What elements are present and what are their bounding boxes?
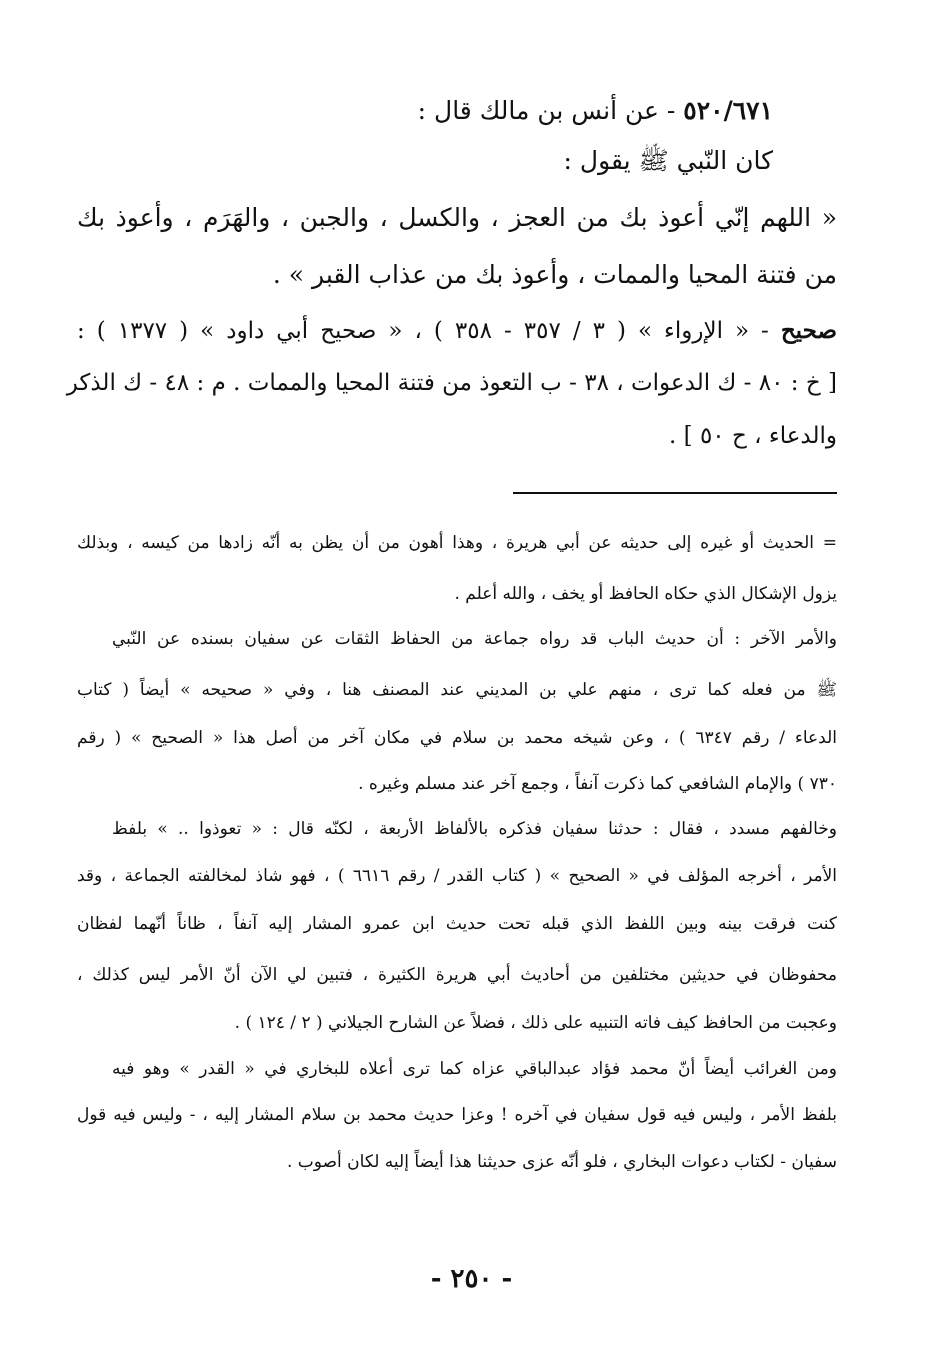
hadith-header <box>418 96 773 125</box>
footnote-line: سفيان - لكتاب دعوات البخاري ، فلو أنّه عزى حديثنا هذا أيضاً إليه لكان أصوب . <box>287 1152 837 1172</box>
hadith-header-text: - عن أنس بن مالك قال : <box>417 96 684 125</box>
grade-sources: - « الإرواء » ( ٣ / ٣٥٧ - ٣٥٨ ) ، « صحيح أبي داود » ( ١٣٧٧ ) : <box>77 318 781 344</box>
footnote-line: وعجبت من الحافظ كيف فاته التنبيه على ذلك ، فضلاً عن الشارح الجيلاني ( ٢ / ١٢٤ ) . <box>234 1013 837 1033</box>
footnote-line: ﷺ من فعله كما ترى ، منهم علي بن المديني عند المصنف هنا ، وفي « صحيحه » أيضاً ( كتاب <box>77 680 837 700</box>
takhrij-line-1: [ خ : ٨٠ - ك الدعوات ، ٣٨ - ب التعوذ من فتنة المحيا والممات . م : ٤٨ - ك الذكر <box>66 370 837 396</box>
footnote-separator <box>513 492 837 494</box>
footnote-line: والأمر الآخر : أن حديث الباب قد رواه جماعة من الحفاظ الثقات عن سفيان بسنده عن النّبي <box>112 629 837 649</box>
footnote-line: محفوظان في حديثين مختلفين من أحاديث أبي هريرة الكثيرة ، فتبين لي الآن أنّ الأمر ليس كذلك ، <box>77 965 837 985</box>
takhrij-line-2: والدعاء ، ح ٥٠ ] . <box>669 423 837 449</box>
hadith-line-3: « اللهم إنّي أعوذ بك من العجز ، والكسل ، والجبن ، والهَرَم ، وأعوذ بك <box>77 203 837 232</box>
footnote-line: ٧٣٠ ) والإمام الشافعي كما ذكرت آنفاً ، وجمع آخر عند مسلم وغيره . <box>358 774 837 794</box>
footnote-line: بلفظ الأمر ، وليس فيه قول سفيان في آخره ! وعزا حديث محمد بن سلام المشار إليه ، - وليس فيه قول <box>77 1105 837 1125</box>
footnote-line: ومن الغرائب أيضاً أنّ محمد فؤاد عبدالباقي عزاه كما ترى أعلاه للبخاري في « القدر » وهو فيه <box>112 1059 837 1079</box>
footnote-line: وخالفهم مسدد ، فقال : حدثنا سفيان فذكره بالألفاظ الأربعة ، لكنّه قال : « تعوذوا .. » بلفظ <box>112 819 837 839</box>
footnote-line: الدعاء / رقم ٦٣٤٧ ) ، وعن شيخه محمد بن سلام في مكان آخر من أصل هذا « الصحيح » ( رقم <box>77 728 838 748</box>
footnote-line: = الحديث أو غيره إلى حديثه عن أبي هريرة ، وهذا أهون من أن يظن به أنّه زادها من كيسه ، وبذلك <box>77 533 837 553</box>
page-number: - ٢٥٠ - <box>430 1264 513 1294</box>
footnote-line: الأمر ، أخرجه المؤلف في « الصحيح » ( كتاب القدر / رقم ٦٦١٦ ) ، فهو شاذ لمخالفته الجماعة ، وقد <box>77 866 837 886</box>
hadith-line-2: كان النّبي ﷺ يقول : <box>563 146 773 175</box>
grade-word: صحيح <box>780 317 837 344</box>
footnote-line: يزول الإشكال الذي حكاه الحافظ أو يخف ، والله أعلم . <box>454 584 837 604</box>
hadith-number: ٥٢٠/٦٧١ <box>683 96 773 125</box>
hadith-line-4: من فتنة المحيا والممات ، وأعوذ بك من عذاب القبر » . <box>272 260 837 289</box>
footnote-line: كنت فرقت بينه وبين اللفظ الذي قبله تحت حديث ابن عمرو المشار إليه آنفاً ، ظاناً أنّهما لفظان <box>77 914 837 934</box>
grading-line <box>77 317 837 344</box>
